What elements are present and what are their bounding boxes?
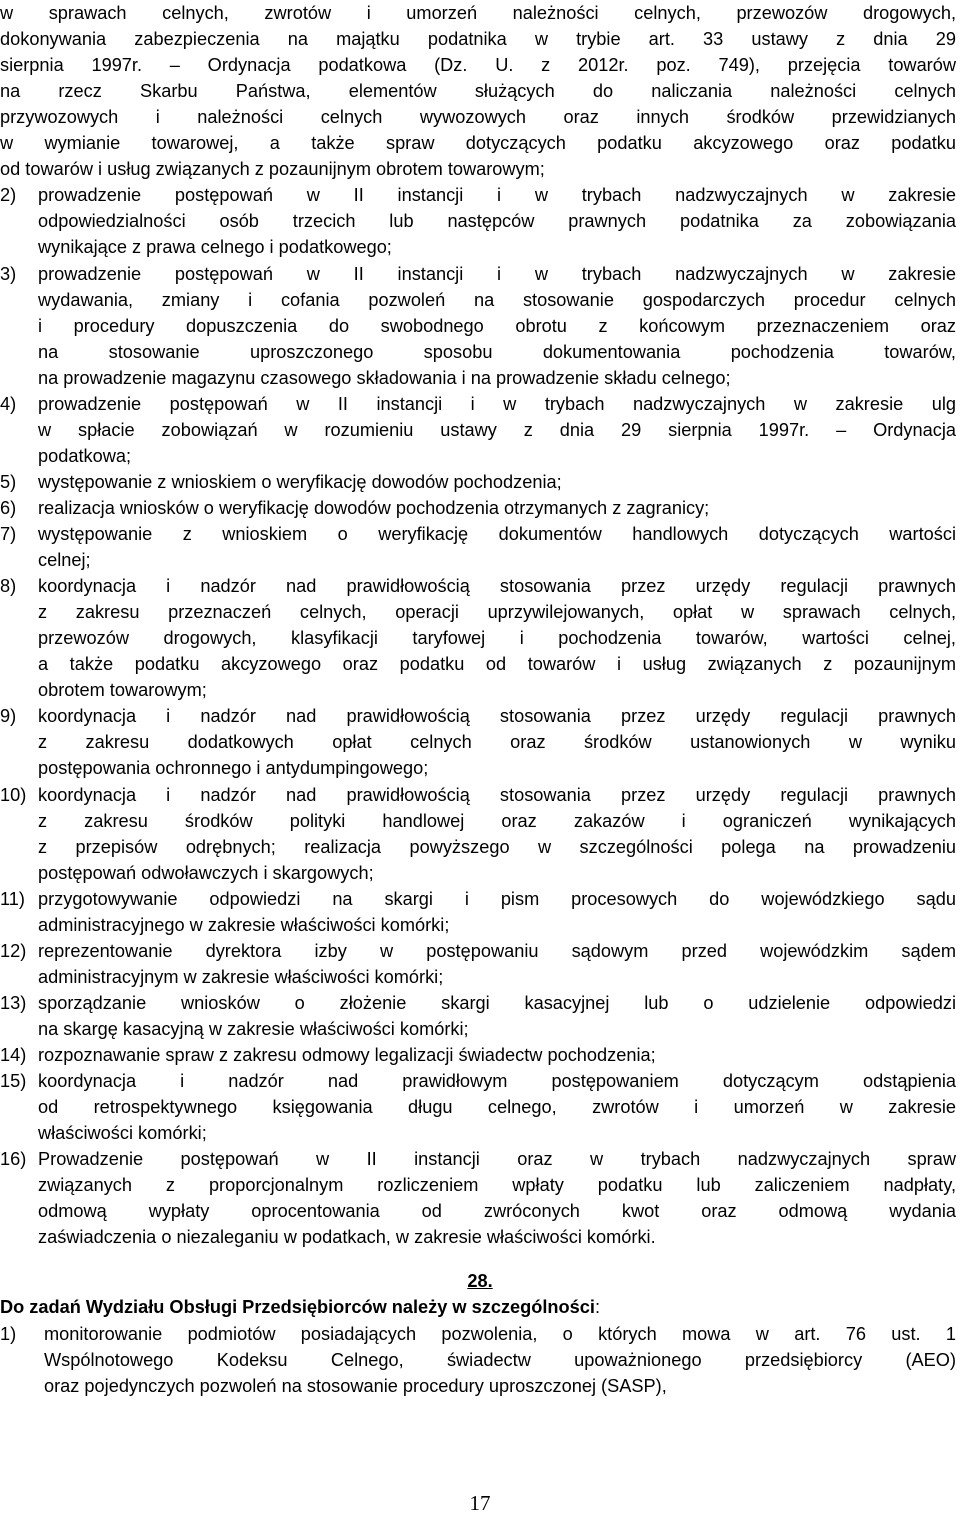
intro-line: od towarów i usług związanych z pozaunijnym obrotem towarowym;: [0, 159, 545, 180]
item-number: 9): [0, 706, 17, 727]
item-number: 8): [0, 576, 17, 597]
item-line: rozpoznawanie spraw z zakresu odmowy legalizacji świadectw pochodzenia;: [38, 1045, 656, 1065]
item-line: realizacja wniosków o weryfikację dowodów pochodzenia otrzymanych z zagranicy;: [38, 497, 710, 518]
intro-line: w wymianie towarowej, a także spraw dotyczących podatku akcyzowego oraz podatku: [0, 133, 956, 154]
item-line: przygotowywanie odpowiedzi na skargi i pism procesowych do wojewódzkiego sądu: [38, 888, 956, 909]
section-item-line: monitorowanie podmiotów posiadających pozwolenia, o których mowa w art. 76 ust. 1: [44, 1323, 956, 1344]
item-line: administracyjnego w zakresie właściwości komórki;: [38, 914, 450, 935]
item-line: postępowań odwoławczych i skargowych;: [38, 862, 374, 883]
intro-line: sierpnia 1997r. – Ordynacja podatkowa (Dz. U. z 2012r. poz. 749), przejęcia towarów: [0, 55, 956, 76]
item-line: koordynacja i nadzór nad prawidłowym postępowaniem dotyczącym odstąpienia: [38, 1071, 956, 1092]
item-line: podatkowa;: [38, 445, 132, 466]
item-line: zaświadczenia o niezaleganiu w podatkach, w zakresie właściwości komórki.: [38, 1227, 656, 1248]
item-line: koordynacja i nadzór nad prawidłowością stosowania przez urzędy regulacji prawnych: [38, 576, 956, 597]
section-heading: [0, 1294, 960, 1320]
item-number: 12): [0, 940, 27, 961]
item-number: 11): [0, 888, 25, 909]
item-number: 4): [0, 393, 17, 414]
intro-line: w sprawach celnych, zwrotów i umorzeń należności celnych, przewozów drogowych,: [0, 3, 956, 23]
intro-line: przywozowych i należności celnych wywozowych oraz innych środków przewidzianych: [0, 107, 956, 128]
item-number: 2): [0, 185, 17, 206]
item-line: postępowania ochronnego i antydumpingowego;: [38, 758, 429, 779]
intro-line: dokonywania zabezpieczenia na majątku podatnika w trybie art. 33 ustawy z dnia 29: [0, 29, 956, 50]
item-line: administracyjnym w zakresie właściwości komórki;: [38, 966, 444, 987]
item-line: obrotem towarowym;: [38, 680, 207, 701]
item-line: koordynacja i nadzór nad prawidłowością stosowania przez urzędy regulacji prawnych: [38, 706, 956, 727]
section-heading-suffix: :: [594, 1297, 600, 1318]
item-line: a także podatku akcyzowego oraz podatku od towarów i usług związanych z pozaunijnym: [38, 654, 956, 675]
item-line: odpowiedzialności osób trzecich lub następców prawnych podatnika za zobowiązania: [38, 211, 956, 232]
item-line: występowanie z wnioskiem o weryfikację dokumentów handlowych dotyczących wartości: [38, 524, 956, 544]
item-line: koordynacja i nadzór nad prawidłowością stosowania przez urzędy regulacji prawnych: [38, 784, 956, 805]
section-item-line: Wspólnotowego Kodeksu Celnego, świadectw upoważnionego przedsiębiorcy (AEO): [44, 1349, 956, 1370]
item-number: 14): [0, 1045, 27, 1065]
item-number: 3): [0, 263, 17, 284]
section-item-line: oraz pojedynczych pozwoleń na stosowanie procedury uproszczonej (SASP),: [44, 1375, 667, 1396]
item-line: prowadzenie postępowań w II instancji i w trybach nadzwyczajnych w zakresie ulg: [38, 393, 956, 414]
item-line: występowanie z wnioskiem o weryfikację dowodów pochodzenia;: [38, 471, 562, 492]
item-number: 16): [0, 1149, 27, 1170]
item-line: od retrospektywnego księgowania długu celnego, zwrotów i umorzeń w zakresie: [38, 1097, 956, 1118]
item-line: prowadzenie postępowań w II instancji i w trybach nadzwyczajnych w zakresie: [38, 185, 956, 206]
page-number: 17: [469, 1491, 491, 1515]
item-line: sporządzanie wniosków o złożenie skargi kasacyjnej lub o udzielenie odpowiedzi: [38, 992, 956, 1013]
item-line: wydawania, zmiany i cofania pozwoleń na stosowanie gospodarczych procedur celnych: [38, 289, 956, 310]
item-line: i procedury dopuszczenia do swobodnego obrotu z końcowym przeznaczeniem oraz: [38, 315, 956, 336]
item-line: reprezentowanie dyrektora izby w postępowaniu sądowym przed wojewódzkim sądem: [38, 940, 956, 961]
item-line: z zakresu dodatkowych opłat celnych oraz środków ustanowionych w wyniku: [38, 732, 956, 753]
intro-line: na rzecz Skarbu Państwa, elementów służących do naliczania należności celnych: [0, 81, 956, 102]
item-line: z przepisów odrębnych; realizacja powyższego w szczególności polega na prowadzeniu: [38, 836, 956, 857]
item-line: odmową wypłaty oprocentowania od zwróconych kwot oraz odmową wydania: [38, 1201, 956, 1222]
item-number: 15): [0, 1071, 27, 1092]
item-number: 7): [0, 524, 17, 544]
item-number: 6): [0, 497, 17, 518]
item-line: związanych z proporcjonalnym rozliczeniem wpłaty podatku lub zaliczeniem nadpłaty,: [38, 1175, 956, 1196]
item-line: Prowadzenie postępowań w II instancji oraz w trybach nadzwyczajnych spraw: [38, 1149, 956, 1170]
section-item-number: 1): [0, 1323, 17, 1344]
item-line: wynikające z prawa celnego i podatkowego;: [38, 237, 392, 258]
item-line: prowadzenie postępowań w II instancji i w trybach nadzwyczajnych w zakresie: [38, 263, 956, 284]
section-number: 28.: [467, 1271, 493, 1292]
item-line: z zakresu przeznaczeń celnych, operacji uprzywilejowanych, opłat w sprawach celnych,: [38, 602, 956, 623]
item-number: 5): [0, 471, 17, 492]
item-number: 10): [0, 784, 27, 805]
item-number: 13): [0, 992, 27, 1013]
item-line: z zakresu środków polityki handlowej oraz zakazów i ograniczeń wynikających: [38, 810, 956, 831]
item-line: przewozów drogowych, klasyfikacji taryfowej i pochodzenia towarów, wartości celnej,: [38, 628, 956, 649]
item-line: właściwości komórki;: [38, 1123, 207, 1144]
item-line: na stosowanie uproszczonego sposobu dokumentowania pochodzenia towarów,: [38, 341, 956, 362]
item-line: celnej;: [38, 550, 91, 571]
item-line: na prowadzenie magazynu czasowego składowania i na prowadzenie składu celnego;: [38, 367, 731, 388]
item-line: na skargę kasacyjną w zakresie właściwości komórki;: [38, 1018, 469, 1039]
section-heading-text: Do zadań Wydziału Obsługi Przedsiębiorców należy w szczególności: [0, 1297, 595, 1318]
item-line: w spłacie zobowiązań w rozumieniu ustawy z dnia 29 sierpnia 1997r. – Ordynacja: [38, 419, 956, 440]
